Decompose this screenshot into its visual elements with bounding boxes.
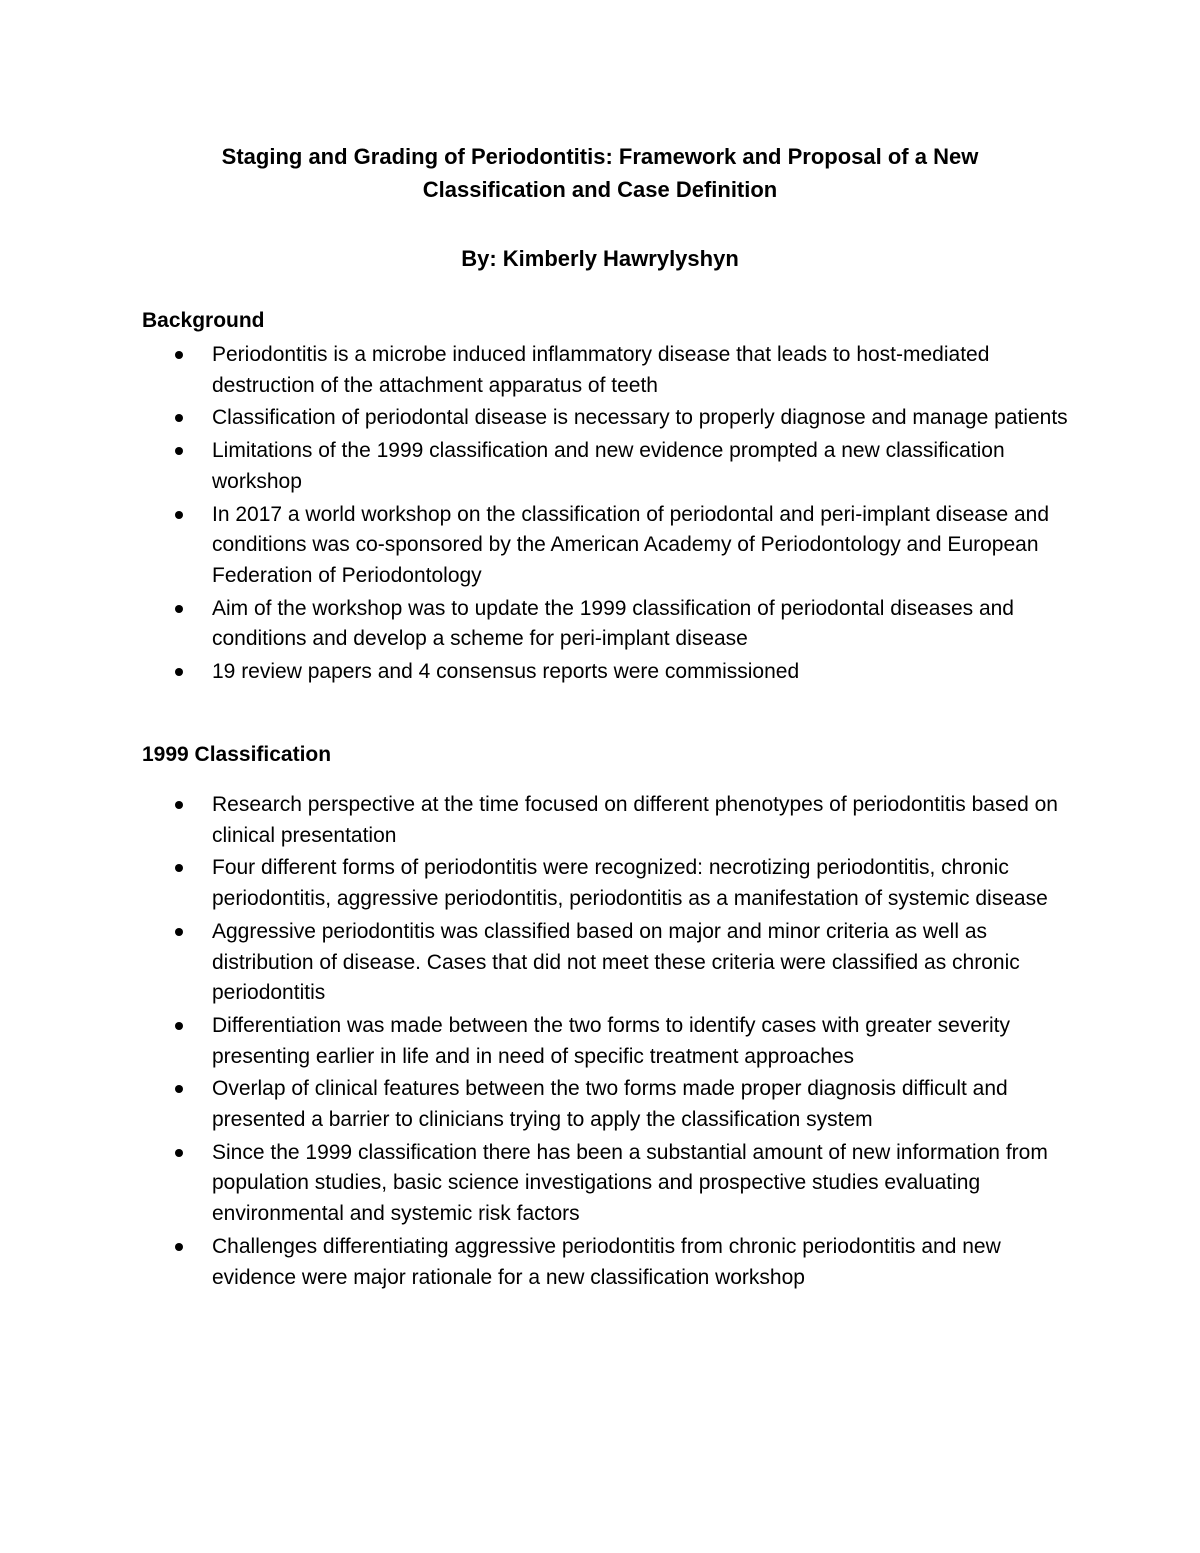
bullet-dot-icon: [175, 447, 183, 455]
bullet-dot-icon: [175, 351, 183, 359]
section-heading-background: Background: [142, 309, 265, 332]
bullet-text: Periodontitis is a microbe induced inflammatory disease that leads to host-mediated destruction of the attachment apparatus of teeth: [212, 343, 990, 397]
bullet-text: Overlap of clinical features between the two forms made proper diagnosis difficult and presented a barrier to clinicians trying to apply the classification system: [212, 1077, 1008, 1132]
bullet-item: [0, 500, 1072, 592]
background-bullet-list: [0, 340, 1200, 690]
document-title-line-2: Classification and Case Definition: [422, 177, 778, 202]
classification-1999-bullet-list: [0, 790, 1200, 1295]
bullet-item: [0, 436, 1072, 497]
bullet-item: [0, 1074, 1072, 1135]
bullet-text: Four different forms of periodontitis were recognized: necrotizing periodontitis, chronic periodontitis, aggressive periodontitis, periodontitis as a manifestation of systemic disease: [212, 856, 1048, 911]
bullet-text: Aggressive periodontitis was classified based on major and minor criteria as well as distribution of disease. Cases that did not meet these criteria were classified as chronic periodontitis: [212, 919, 1020, 1005]
bullet-text: Classification of periodontal disease is necessary to properly diagnose and manage patients: [212, 406, 1068, 430]
bullet-text: Aim of the workshop was to update the 1999 classification of periodontal diseases and conditions and develop a scheme for peri-implant disease: [212, 596, 1014, 651]
bullet-text: In 2017 a world workshop on the classification of periodontal and peri-implant disease and conditions was co-sponsored by the American Academy of Periodontology and European Federation of Periodontology: [212, 502, 1050, 587]
section-heading-1999-classification: 1999 Classification: [142, 743, 332, 766]
bullet-item: [0, 917, 1072, 1009]
bullet-dot-icon: [175, 668, 183, 676]
bullet-dot-icon: [175, 1022, 183, 1030]
bullet-dot-icon: [175, 605, 183, 613]
bullet-dot-icon: [175, 864, 183, 872]
bullet-dot-icon: [175, 1085, 183, 1093]
bullet-text: 19 review papers and 4 consensus reports were commissioned: [212, 660, 800, 684]
bullet-item: [0, 1011, 1072, 1072]
bullet-text: Research perspective at the time focused on different phenotypes of periodontitis based on clinical presentation: [212, 793, 1058, 847]
bullet-dot-icon: [175, 928, 183, 936]
bullet-text: Limitations of the 1999 classification and new evidence prompted a new classification workshop: [212, 439, 1005, 493]
bullet-item: [0, 1232, 1072, 1293]
bullet-item: [0, 594, 1072, 655]
bullet-text: Differentiation was made between the two forms to identify cases with greater severity presenting earlier in life and in need of specific treatment approaches: [212, 1013, 1010, 1068]
bullet-text: Challenges differentiating aggressive periodontitis from chronic periodontitis and new evidence were major rationale for a new classification workshop: [212, 1234, 1001, 1289]
document-title-line-1: Staging and Grading of Periodontitis: Framework and Proposal of a New: [221, 144, 979, 169]
bullet-text: Since the 1999 classification there has been a substantial amount of new information from population studies, basic science investigations and prospective studies evaluating environmental and systemic risk factors: [212, 1140, 1048, 1226]
bullet-item: [0, 340, 1072, 401]
bullet-item: [0, 403, 1072, 434]
bullet-item: [0, 853, 1072, 914]
bullet-item: [0, 1138, 1072, 1230]
bullet-item: [0, 657, 1072, 688]
bullet-dot-icon: [175, 1243, 183, 1251]
bullet-item: [0, 790, 1072, 851]
bullet-dot-icon: [175, 414, 183, 422]
bullet-dot-icon: [175, 511, 183, 519]
bullet-dot-icon: [175, 801, 183, 809]
document-author: By: Kimberly Hawrylyshyn: [461, 246, 739, 271]
bullet-dot-icon: [175, 1149, 183, 1157]
